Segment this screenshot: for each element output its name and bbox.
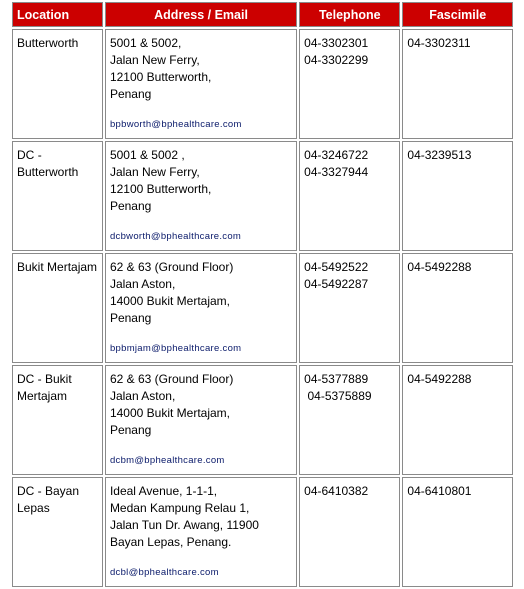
table-row: [12, 29, 513, 139]
address-line: 5001 & 5002,: [109, 36, 182, 50]
location-cell: [12, 253, 103, 363]
fax-number: 04-5492288: [407, 372, 472, 386]
address-line: Penang: [109, 311, 152, 325]
location-text: Mertajam: [47, 260, 98, 274]
branch-contact-table: [10, 0, 515, 589]
location-text: Lepas: [17, 501, 50, 515]
email-link[interactable]: bpbmjam@bphealthcare.com: [109, 343, 242, 354]
telephone-cell: [299, 29, 400, 139]
location-cell: [12, 141, 103, 251]
table-row: [12, 141, 513, 251]
email-link[interactable]: dcbworth@bphealthcare.com: [109, 231, 242, 242]
table-header-row: [12, 2, 513, 27]
fax-cell: [402, 365, 513, 475]
address-line: Jalan New Ferry,: [109, 53, 200, 67]
address-line: Penang: [109, 423, 152, 437]
telephone-cell: [299, 365, 400, 475]
address-line: Jalan Tun Dr. Awang, 11900: [109, 518, 259, 532]
fax-cell: [402, 477, 513, 587]
table-row: [12, 477, 513, 587]
fax-cell: [402, 29, 513, 139]
table-row: [12, 253, 513, 363]
telephone-number: 04-3327944: [304, 165, 369, 179]
email-link[interactable]: bpbworth@bphealthcare.com: [109, 119, 242, 130]
telephone-number: 04-5492522: [304, 260, 369, 274]
address-line: 12100 Butterworth,: [109, 70, 212, 84]
location-text: Bukit: [17, 260, 44, 274]
telephone-number: 04-6410382: [304, 484, 369, 498]
address-line: 14000 Bukit Mertajam,: [109, 406, 230, 420]
telephone-number: 04-5492287: [304, 277, 369, 291]
email-link[interactable]: dcbl@bphealthcare.com: [109, 567, 219, 578]
header-address-email: Address / Email: [105, 2, 297, 27]
address-cell: [105, 253, 297, 363]
address-line: Jalan Aston,: [109, 389, 176, 403]
telephone-number: 04-3246722: [304, 148, 369, 162]
header-telephone: Telephone: [299, 2, 400, 27]
address-cell: [105, 365, 297, 475]
fax-number: 04-3302311: [407, 36, 471, 50]
header-location: Location: [12, 2, 103, 27]
address-line: Ideal Avenue, 1-1-1,: [109, 484, 218, 498]
location-text: -Butterworth: [17, 148, 79, 179]
location-text: DC: [17, 148, 35, 162]
email-link[interactable]: dcbm@bphealthcare.com: [109, 455, 225, 466]
fax-cell: [402, 253, 513, 363]
address-line: Penang: [109, 199, 152, 213]
address-line: 5001 & 5002 ,: [109, 148, 185, 162]
address-line: Jalan New Ferry,: [109, 165, 200, 179]
address-cell: [105, 477, 297, 587]
location-text: Mertajam: [17, 389, 68, 403]
location-cell: [12, 365, 103, 475]
location-cell: [12, 477, 103, 587]
fax-cell: [402, 141, 513, 251]
fax-number: 04-6410801: [407, 484, 472, 498]
location-cell: [12, 29, 103, 139]
telephone-number: 04-3302301: [304, 36, 369, 50]
location-text: DC - Bayan: [17, 484, 80, 498]
address-cell: [105, 29, 297, 139]
address-line: 62 & 63 (Ground Floor): [109, 372, 234, 386]
address-cell: [105, 141, 297, 251]
telephone-number: 04-5377889: [304, 372, 369, 386]
fax-number: 04-3239513: [407, 148, 472, 162]
telephone-cell: [299, 141, 400, 251]
telephone-cell: [299, 253, 400, 363]
address-line: 14000 Bukit Mertajam,: [109, 294, 230, 308]
table-row: [12, 365, 513, 475]
address-line: Penang: [109, 87, 152, 101]
location-text: DC - Bukit: [17, 372, 72, 386]
fax-number: 04-5492288: [407, 260, 472, 274]
address-line: 12100 Butterworth,: [109, 182, 212, 196]
address-line: Bayan Lepas, Penang.: [109, 535, 232, 549]
telephone-number: 04-5375889: [304, 389, 372, 403]
telephone-number: 04-3302299: [304, 53, 369, 67]
address-line: Jalan Aston,: [109, 277, 176, 291]
telephone-cell: [299, 477, 400, 587]
header-fax: Fascimile: [402, 2, 513, 27]
address-line: Medan Kampung Relau 1,: [109, 501, 250, 515]
address-line: 62 & 63 (Ground Floor): [109, 260, 234, 274]
location-text: Butterworth: [17, 36, 79, 50]
